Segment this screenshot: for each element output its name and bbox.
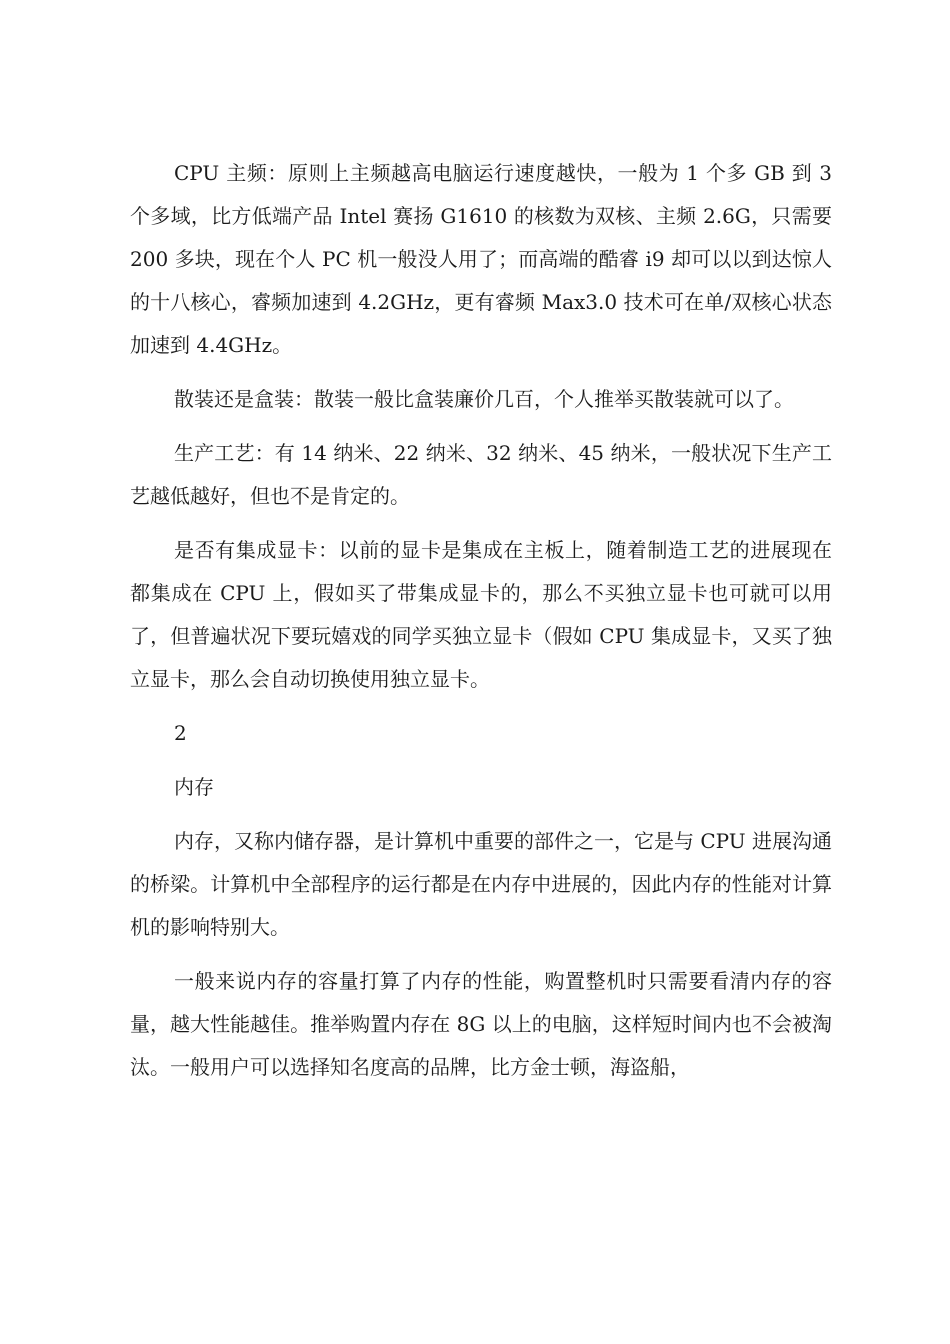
body-text [130, 152, 832, 1100]
paragraph-bulk-or-boxed: 散装还是盒装：散装一般比盒装廉价几百，个人推举买散装就可以了。 [174, 387, 794, 411]
paragraph-cpu-frequency: CPU 主频：原则上主频越高电脑运行速度越快，一般为 1 个多 GB 到 3 个多域，比方低端产品 Intel 赛扬 G1610 的核数为双核、主频 2.6G，只需要 200 多块，现在个人 PC 机一般没人用了；而高端的酷睿 i9 却可以以到达惊人的十八核心，睿频加速到 4.2GHz，更有睿频 Max3.0 技术可在单/双核心状态加速到 4.4GHz。 [130, 161, 832, 357]
section-heading-memory: 内存 [174, 775, 214, 799]
paragraph-process-technology: 生产工艺：有 14 纳米、22 纳米、32 纳米、45 纳米，一般状况下生产工艺越低越好，但也不是肯定的。 [130, 441, 832, 508]
section-number: 2 [174, 721, 187, 745]
paragraph-integrated-graphics: 是否有集成显卡：以前的显卡是集成在主板上，随着制造工艺的进展现在都集成在 CPU 上，假如买了带集成显卡的，那么不买独立显卡也可就可以用了，但普遍状况下要玩嬉戏的同学买独立显卡（假如 CPU 集成显卡，又买了独立显卡，那么会自动切换使用独立显卡。 [130, 538, 832, 691]
paragraph-memory-capacity: 一般来说内存的容量打算了内存的性能，购置整机时只需要看清内存的容量，越大性能越佳。推举购置内存在 8G 以上的电脑，这样短时间内也不会被淘汰。一般用户可以选择知名度高的品牌，比方金士顿，海盗船， [130, 969, 832, 1079]
paragraph-memory-definition: 内存，又称内储存器，是计算机中重要的部件之一，它是与 CPU 进展沟通的桥梁。计算机中全部程序的运行都是在内存中进展的，因此内存的性能对计算机的影响特别大。 [130, 829, 832, 939]
